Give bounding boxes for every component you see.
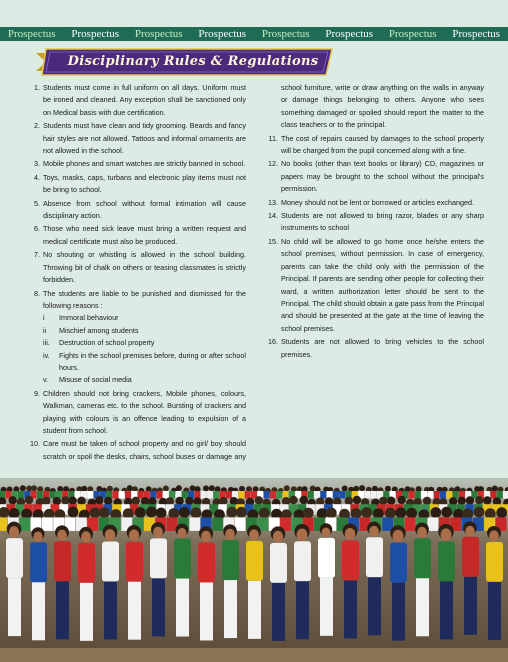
rule-subitem-text: Misuse of social media: [59, 375, 132, 385]
rule-number: 14.: [268, 211, 278, 221]
rule-subitem-text: Destruction of school property: [59, 338, 155, 348]
rule-item: [262, 158, 484, 195]
rule-item: [24, 249, 246, 286]
rule-number: 8.: [34, 288, 40, 298]
rule-text: Students must come in full uniform on all days. Uniform must be ironed and cleaned. Any exception shall be sanctioned only on Medical basis with due certification.: [43, 83, 246, 117]
rule-text: Students are not allowed to bring vehicles to the school premises.: [281, 337, 484, 359]
rule-subitem: [43, 325, 246, 337]
header-tab-prospectus: Prospectus: [198, 28, 247, 40]
rule-subitem-number: iv.: [43, 350, 50, 360]
rule-text: Absence from school without formal intimation will cause disciplinary action.: [43, 198, 246, 221]
prospectus-header-strip: [0, 27, 508, 41]
rule-number: 9.: [34, 388, 40, 398]
header-tab-prospectus: Prospectus: [261, 28, 310, 40]
rule-number: 4.: [34, 172, 40, 182]
rule-subitem-number: ii: [43, 325, 47, 335]
rule-sublist: [43, 312, 246, 386]
rule-item: [24, 120, 246, 157]
rule-text: No child will be allowed to go home once he/she enters the school premises, without permission. In case of emergency, parents can take the child only with the permission of the Principal. If parents are sending other people for collecting their ward, a written authorization letter should be sent to the Principal. The child should obtain a gate pass from the Principal and should be presented at the gate at the time of leaving the school premises.: [281, 236, 484, 333]
rule-number: 11.: [268, 133, 278, 143]
header-tab-prospectus: Prospectus: [7, 28, 56, 40]
rule-subitem-text: Fights in the school premises before, during or after school hours.: [59, 350, 246, 372]
rules-list: [24, 82, 484, 474]
rule-item: [24, 158, 246, 170]
rule-item: [24, 223, 246, 248]
rule-text: Mobile phones and smart watches are strictly banned in school.: [43, 159, 246, 169]
rule-item: [262, 197, 484, 209]
rule-text: Care must be taken of school property and no girl/ boy should scratch or spoil the desks, chairs, school buses or damage any school furniture, write or draw anything on the walls in anyway or damage things belonging to others. Anyone who sees something damaged or spoiled should report the matter to the class teachers or to the principal.: [43, 83, 484, 461]
rule-number: 2.: [34, 121, 40, 131]
rule-item: [262, 336, 484, 361]
header-tab-prospectus: Prospectus: [134, 28, 183, 40]
rule-subitem: [43, 312, 246, 324]
rule-item: [262, 133, 484, 158]
rule-number: 6.: [34, 224, 40, 234]
rule-subitem: [43, 374, 246, 386]
rule-number: 12.: [268, 159, 278, 169]
section-banner: [36, 47, 336, 77]
rule-subitem: [43, 337, 246, 349]
header-tab-prospectus: Prospectus: [71, 28, 120, 40]
rule-number: 16.: [268, 337, 278, 347]
rule-text: No shouting or whistling is allowed in the school building. Throwing bit of chalk on others or teasing classmates is strictly forbidden.: [43, 250, 246, 285]
rule-subitem-number: i: [43, 313, 45, 323]
rule-number: 13.: [268, 197, 278, 207]
rule-number: 5.: [34, 198, 40, 208]
rule-item: [24, 172, 246, 197]
rule-text: Children should not bring crackers, Mobile phones, colours, Walkman, cameras etc. to the school. Bursting of crackers and playing with colours is an offence leading to expulsion of a student from school.: [43, 388, 246, 435]
rule-text: No books (other than text books or library) CD, magazines or papers may be brought to the school without the principal's permission.: [281, 159, 484, 194]
rule-subitem-text: Immoral behaviour: [59, 313, 119, 323]
section-title: Disciplinary Rules & Regulations: [67, 54, 319, 69]
rule-number: 7.: [34, 250, 40, 260]
rule-item: [262, 210, 484, 235]
header-tab-prospectus: Prospectus: [388, 28, 437, 40]
rule-item: [262, 236, 484, 335]
rule-text: Students are not allowed to bring razor, blades or any sharp instruments to school: [281, 211, 484, 233]
header-tab-prospectus: Prospectus: [452, 28, 501, 40]
rule-item: [24, 288, 246, 387]
rule-text: Those who need sick leave must bring a written request and medical certificate must also be produced.: [43, 224, 246, 246]
rule-item: [24, 388, 246, 438]
rule-subitem-text: Mischief among students: [59, 325, 139, 335]
rule-subitem: [43, 350, 246, 375]
rule-number: 3.: [34, 159, 40, 169]
rule-subitem-number: v.: [43, 375, 49, 385]
rule-text: The students are liable to be punished and dismissed for the following reasons :: [43, 288, 246, 310]
rule-item: [24, 82, 246, 119]
rule-text: Money should not be lent or borrowed or articles exchanged.: [281, 197, 474, 207]
rule-text: Students must have clean and tidy grooming. Beards and fancy hair styles are not allowed. Tattoos and informal ornaments are not allowed in the school.: [43, 121, 246, 156]
rule-number: 1.: [34, 83, 40, 92]
rules-ordered-list: [24, 82, 484, 474]
rule-number: 10.: [30, 439, 40, 449]
rule-text: Toys, masks, caps, turbans and electronic play items must not be bring to school.: [43, 172, 246, 195]
header-tab-prospectus: Prospectus: [325, 28, 374, 40]
rule-number: 15.: [268, 236, 278, 246]
student-assembly-image: [0, 478, 508, 662]
rule-subitem-number: iii.: [43, 338, 50, 348]
rule-text: The cost of repairs caused by damages to the school property will be charged from the pupil concerned along with a fine.: [281, 133, 484, 156]
assembly-photo: [0, 478, 508, 662]
rule-item: [24, 198, 246, 223]
